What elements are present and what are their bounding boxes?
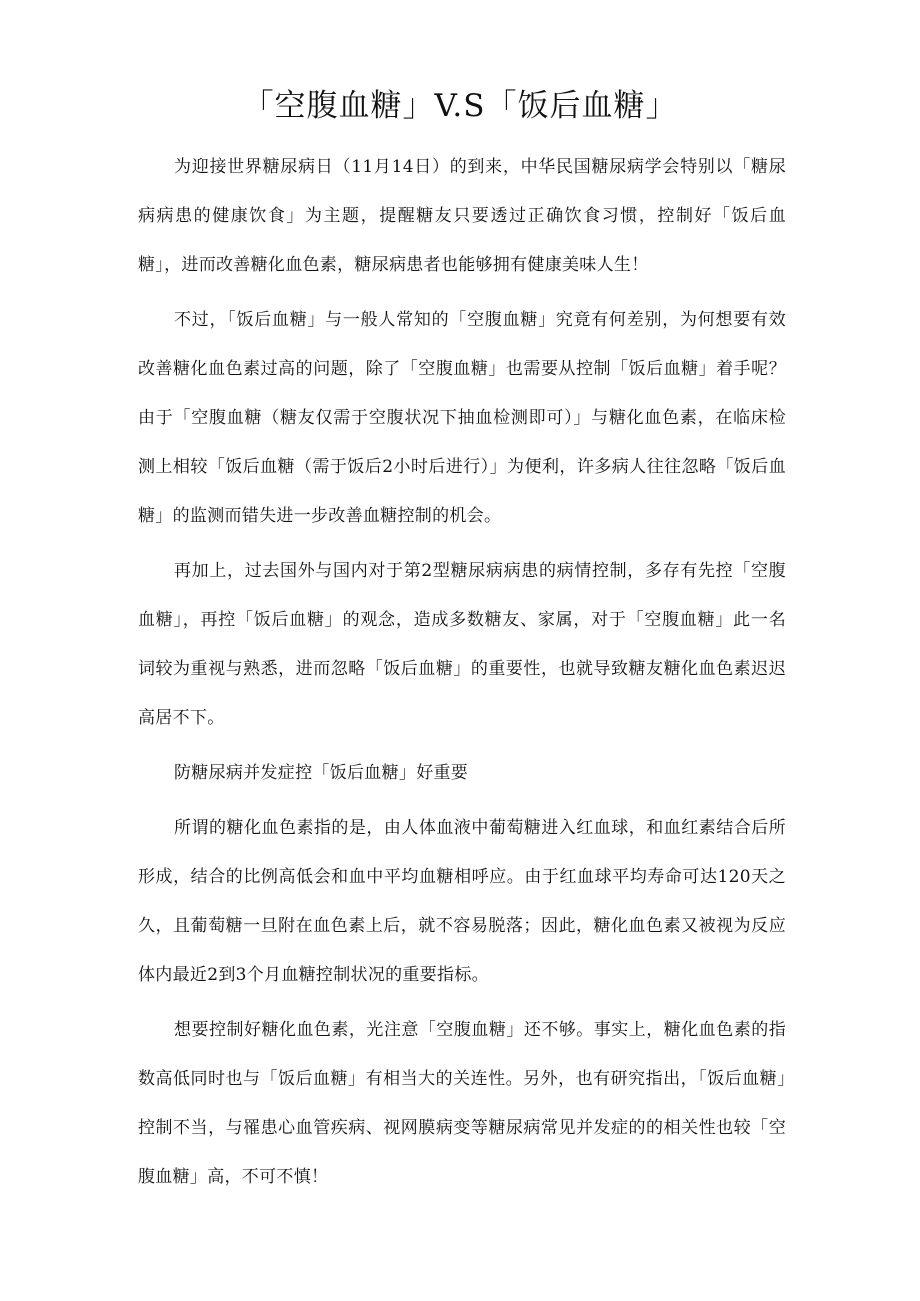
paragraph-world-diabetes-day: 为迎接世界糖尿病日（11月14日）的到来，中华民国糖尿病学会特别以「糖尿病病患的健康饮食」为主题，提醒糖友只要透过正确饮食习惯，控制好「饭后血糖」，进而改善糖化血色素，糖尿病患者也能够拥有健康美味人生！ (138, 157, 786, 275)
paragraph-fasting-vs-postprandial: 不过，「饭后血糖」与一般人常知的「空腹血糖」究竟有何差别，为何想要有效改善糖化血色素过高的问题，除了「空腹血糖」也需要从控制「饭后血糖」着手呢？由于「空腹血糖（糖友仅需于空腹状况下抽血检测即可）」与糖化血色素，在临床检测上相较「饭后血糖（需于饭后2小时后进行）」为便利，许多病人往往忽略「饭后血糖」的监测而错失进一步改善血糖控制的机会。 (138, 310, 786, 526)
paragraph-type2-control: 再加上，过去国外与国内对于第2型糖尿病病患的病情控制，多存有先控「空腹血糖」，再控「饭后血糖」的观念，造成多数糖友、家属，对于「空腹血糖」此一名词较为重视与熟悉，进而忽略「饭后血糖」的重要性，也就导致糖友糖化血色素迟迟高居不下。 (138, 561, 786, 728)
paragraph-hba1c-control: 想要控制好糖化血色素，光注意「空腹血糖」还不够。事实上，糖化血色素的指数高低同时也与「饭后血糖」有相当大的关连性。另外，也有研究指出，「饭后血糖」控制不当，与罹患心血管疾病、视网膜病变等糖尿病常见并发症的的相关性也较「空腹血糖」高，不可不慎！ (138, 1020, 786, 1187)
section-heading-complications: 防糖尿病并发症控「饭后血糖」好重要 (174, 763, 469, 783)
document-body (138, 143, 786, 1202)
paragraph-hba1c-definition: 所谓的糖化血色素指的是，由人体血液中葡萄糖进入红血球，和血红素结合后所形成，结合的比例高低会和血中平均血糖相呼应。由于红血球平均寿命可达120天之久，且葡萄糖一旦附在血色素上后，就不容易脱落；因此，糖化血色素又被视为反应体内最近2到3个月血糖控制状况的重要指标。 (138, 818, 786, 985)
document-title: 「空腹血糖」V.S「饭后血糖」 (242, 88, 678, 124)
